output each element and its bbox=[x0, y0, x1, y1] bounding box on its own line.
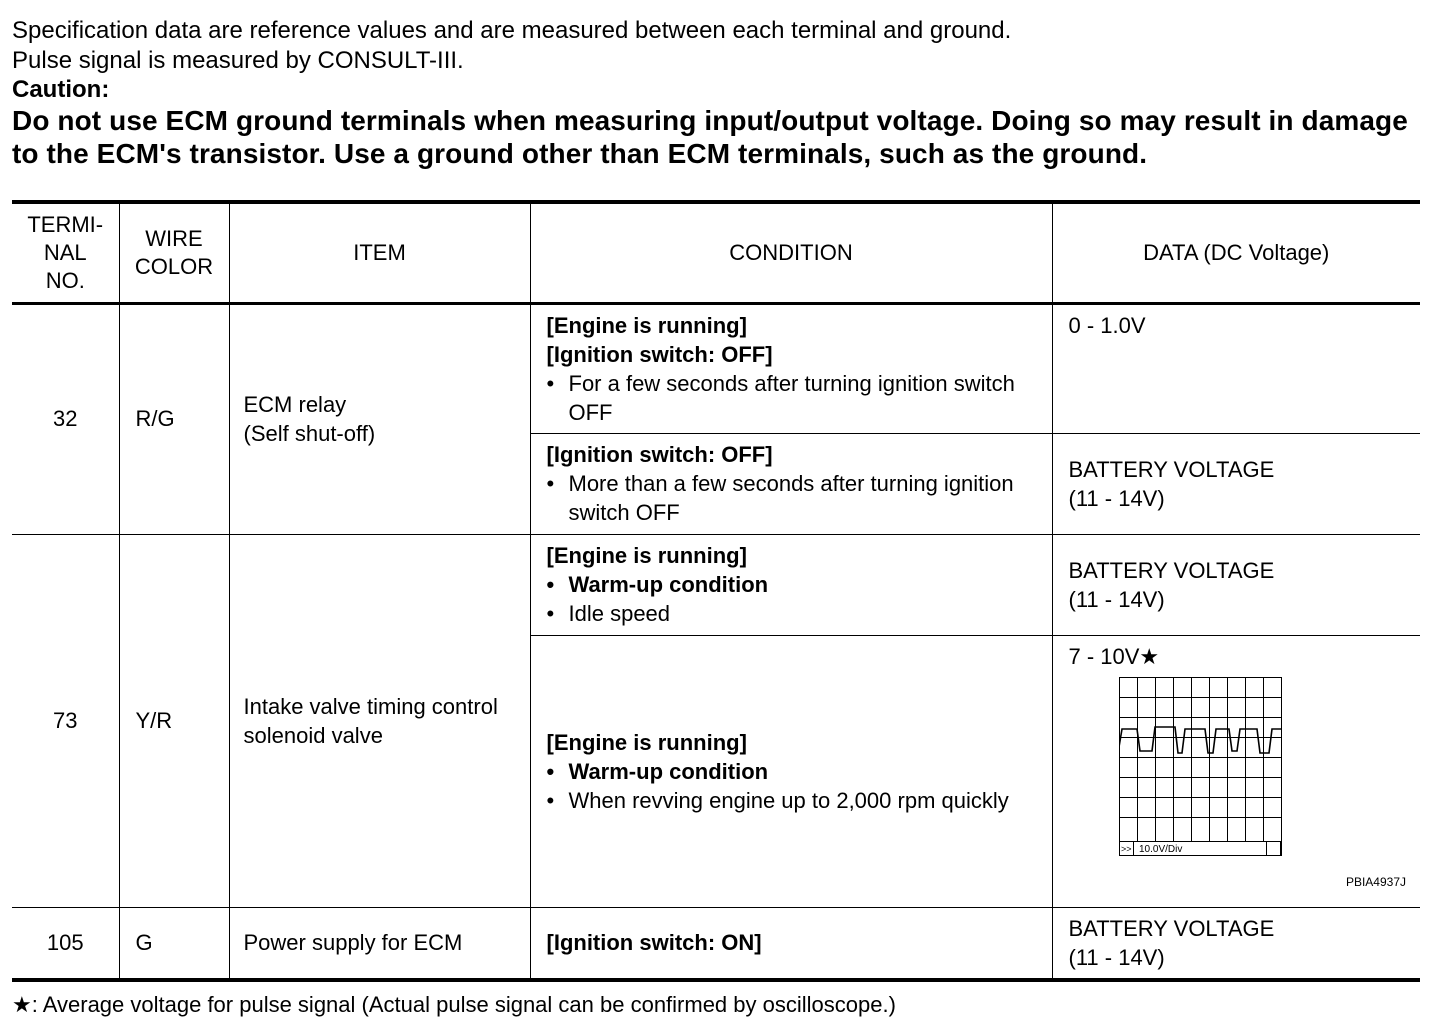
caution-text: Do not use ECM ground terminals when measuring input/output voltage. Doing so may result in damage to the ECM's transistor. Use a ground other than ECM terminals, such as the ground. bbox=[12, 105, 1408, 169]
table-row bbox=[12, 303, 1420, 433]
data-value: 0 - 1.0V bbox=[1068, 312, 1146, 338]
wire-color-cell: G bbox=[119, 907, 229, 980]
condition-heading: [Ignition switch: ON] bbox=[546, 930, 762, 955]
intro-line-2: Pulse signal is measured by CONSULT-III. bbox=[12, 47, 464, 74]
condition-bullet: • More than a few seconds after turning ignition switch OFF bbox=[547, 469, 1040, 527]
data-cell bbox=[1052, 303, 1420, 433]
table-row bbox=[12, 907, 1420, 980]
figure-code: PBIA4937J bbox=[1345, 874, 1406, 889]
condition-cell bbox=[530, 635, 1052, 907]
terminal-no-cell: 32 bbox=[12, 303, 119, 534]
condition-cell bbox=[530, 433, 1052, 534]
scope-marker: >> bbox=[1120, 843, 1132, 854]
terminal-spec-table bbox=[12, 200, 1420, 982]
footnote: ★: Average voltage for pulse signal (Actual pulse signal can be confirmed by oscilloscope.) bbox=[12, 992, 896, 1017]
oscilloscope-waveform bbox=[1119, 677, 1289, 859]
wire-color-cell: R/G bbox=[119, 303, 229, 534]
item-cell bbox=[229, 907, 530, 980]
condition-bullet: • Warm-up condition bbox=[547, 570, 1040, 599]
item-line: Power supply for ECM bbox=[243, 930, 463, 955]
condition-bullet: • When revving engine up to 2,000 rpm quickly bbox=[547, 786, 1040, 815]
data-value: BATTERY VOLTAGE bbox=[1068, 915, 1275, 941]
item-cell bbox=[229, 303, 530, 534]
data-cell bbox=[1052, 635, 1420, 907]
terminal-no-cell: 73 bbox=[12, 534, 119, 907]
intro-line-1: Specification data are reference values and are measured between each terminal and ground. bbox=[12, 17, 1012, 44]
condition-cell bbox=[530, 534, 1052, 635]
wire-color-cell: Y/R bbox=[119, 534, 229, 907]
condition-heading: [Ignition switch: OFF] bbox=[546, 442, 773, 467]
item-line: (Self shut-off) bbox=[243, 421, 376, 446]
header-data: DATA (DC Voltage) bbox=[1052, 202, 1420, 303]
terminal-no-cell: 105 bbox=[12, 907, 119, 980]
condition-bullet: • For a few seconds after turning ignition switch OFF bbox=[547, 369, 1040, 427]
header-wire-color: WIRE COLOR bbox=[119, 202, 229, 303]
intro-section bbox=[12, 16, 1432, 170]
data-cell bbox=[1052, 433, 1420, 534]
condition-heading: [Engine is running] bbox=[546, 543, 747, 568]
data-value: BATTERY VOLTAGE bbox=[1068, 557, 1275, 583]
condition-heading: [Engine is running] bbox=[546, 312, 747, 338]
item-line: ECM relay bbox=[243, 392, 347, 417]
condition-bullet: • Idle speed bbox=[547, 599, 1040, 628]
header-condition: CONDITION bbox=[530, 202, 1052, 303]
data-cell bbox=[1052, 907, 1420, 980]
condition-bullet: • Warm-up condition bbox=[547, 757, 1040, 786]
data-value: (11 - 14V) bbox=[1068, 485, 1165, 511]
scope-scale-label: 10.0V/Div bbox=[1138, 843, 1182, 855]
data-value: 7 - 10V★ bbox=[1068, 643, 1160, 669]
data-value: (11 - 14V) bbox=[1068, 586, 1165, 612]
table-row bbox=[12, 534, 1420, 635]
condition-cell bbox=[530, 907, 1052, 980]
item-line: Intake valve timing control bbox=[243, 693, 498, 719]
header-item: ITEM bbox=[229, 202, 530, 303]
condition-heading: [Ignition switch: OFF] bbox=[546, 341, 773, 367]
data-value: (11 - 14V) bbox=[1068, 944, 1165, 970]
data-cell bbox=[1052, 534, 1420, 635]
oscilloscope-figure bbox=[1069, 671, 1407, 891]
caution-label: Caution: bbox=[12, 76, 110, 103]
condition-cell bbox=[530, 303, 1052, 433]
item-cell bbox=[229, 534, 530, 907]
header-terminal-no: TERMI- NAL NO. bbox=[12, 202, 119, 303]
item-line: solenoid valve bbox=[243, 722, 383, 748]
condition-heading: [Engine is running] bbox=[546, 729, 747, 755]
data-value: BATTERY VOLTAGE bbox=[1068, 456, 1275, 482]
